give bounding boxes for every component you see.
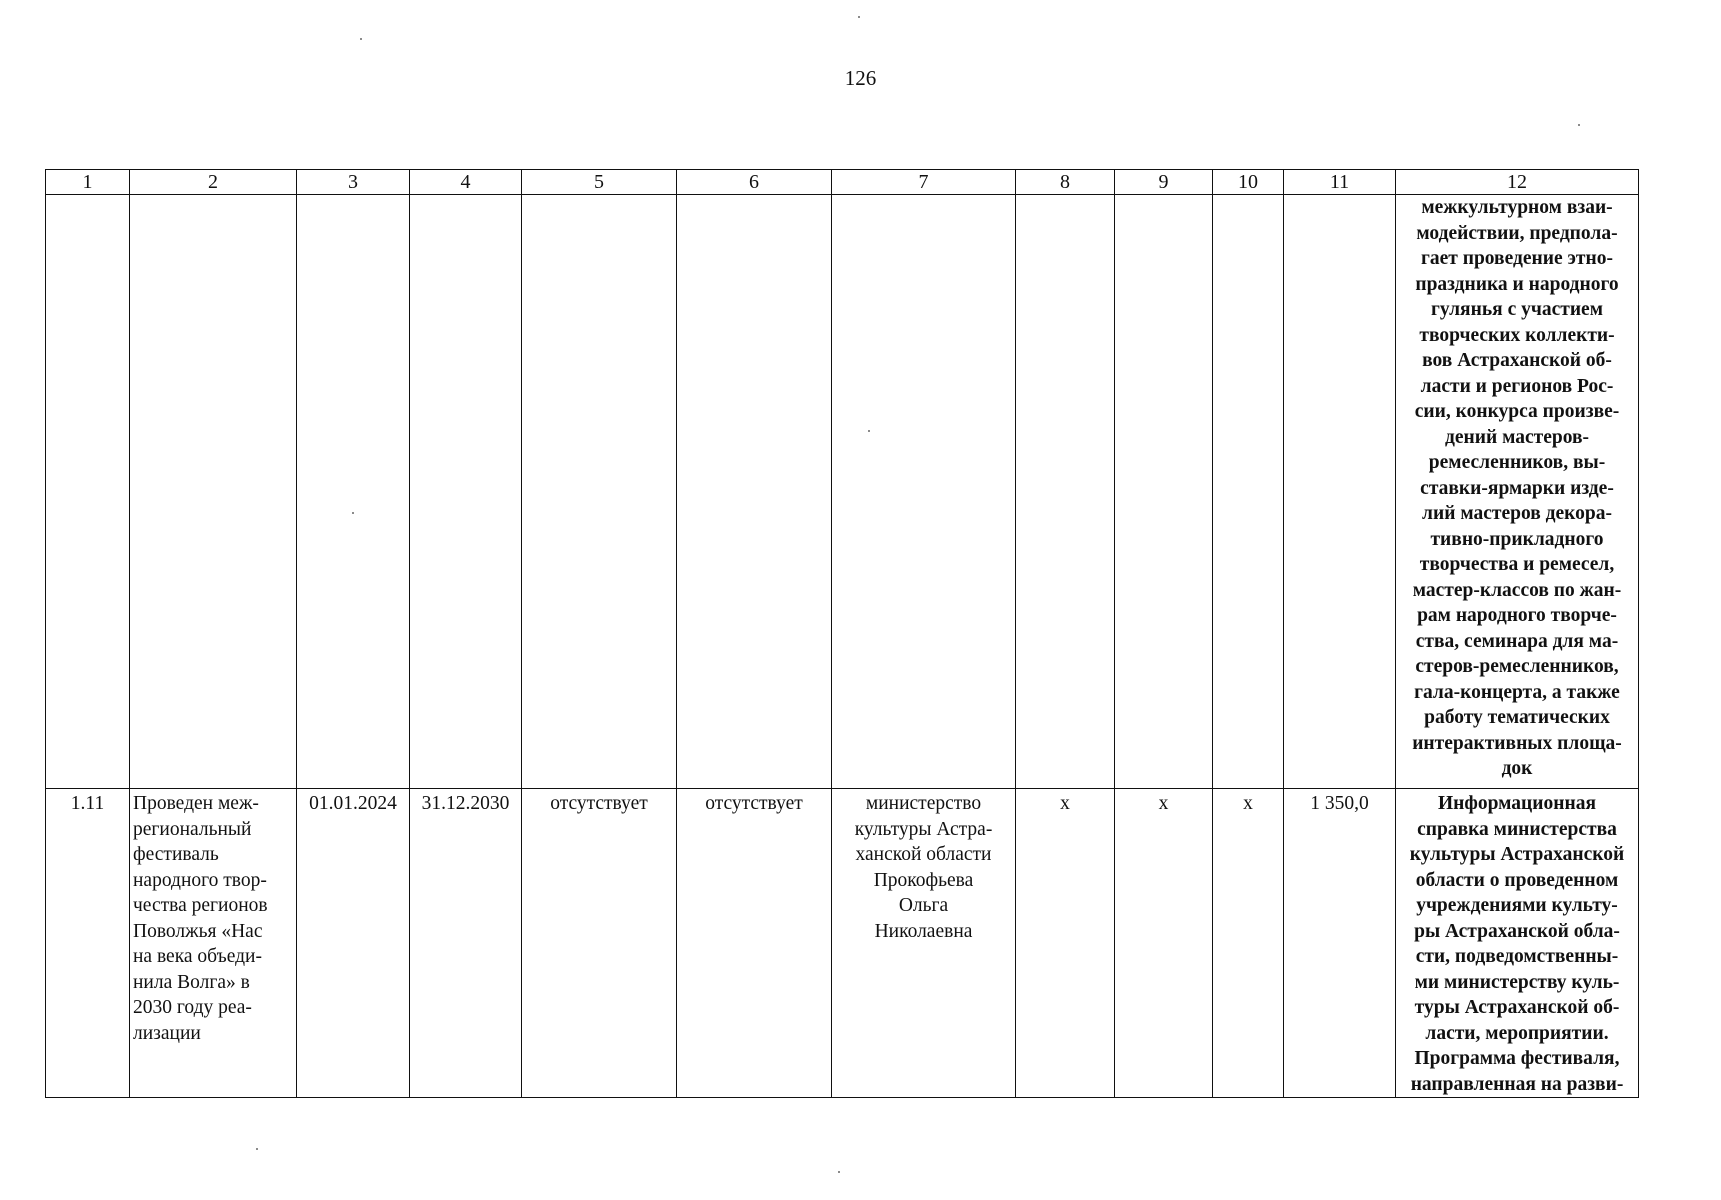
- text-line: народного твор-: [133, 869, 267, 891]
- table-cell: [410, 195, 522, 789]
- text-line: творчества и ремесел,: [1419, 554, 1615, 575]
- column-number: 12: [1396, 170, 1639, 195]
- row-number: 1.11: [46, 789, 130, 1098]
- text-line: ставки-ярмарки изде-: [1420, 477, 1614, 499]
- table-cell: [297, 195, 410, 789]
- text-line: лий мастеров декора-: [1422, 503, 1612, 524]
- text-line: на века объеди-: [133, 946, 262, 967]
- text-line: Ольга: [898, 895, 949, 916]
- text-line: мастер-классов по жан-: [1412, 579, 1622, 601]
- text-line: вов Астраханской об-: [1422, 350, 1612, 371]
- plan-table: [45, 169, 1639, 1098]
- scan-speck: [256, 1148, 258, 1150]
- text-line: гала-концерта, а также: [1414, 681, 1620, 703]
- column-number: 5: [522, 170, 677, 195]
- column-number: 2: [130, 170, 297, 195]
- text-line: справка министерства: [1417, 818, 1617, 840]
- text-line: Информационная: [1437, 793, 1597, 814]
- column-number: 9: [1115, 170, 1213, 195]
- text-line: ры Астраханской обла-: [1414, 920, 1620, 942]
- text-line: туры Астраханской об-: [1414, 997, 1620, 1018]
- column-6-value: отсутствует: [677, 789, 832, 1098]
- text-line: межкультурном взаи-: [1421, 197, 1613, 218]
- text-line: учреждениями культу-: [1416, 895, 1618, 916]
- text-line: интерактивных площа-: [1412, 732, 1622, 754]
- text-line: дений мастеров-: [1444, 426, 1590, 448]
- column-number: 10: [1213, 170, 1284, 195]
- text-line: док: [1501, 758, 1533, 779]
- scan-speck: [1578, 124, 1580, 126]
- text-line: гает проведение этно-: [1421, 248, 1613, 269]
- text-line: лизации: [133, 1022, 201, 1044]
- column-number: 3: [297, 170, 410, 195]
- text-line: Прокофьева: [873, 869, 974, 891]
- text-line: ласти и регионов Рос-: [1420, 375, 1614, 397]
- text-line: модействии, предпола-: [1416, 222, 1618, 244]
- column-number-row: [46, 170, 1639, 195]
- table-cell: [1284, 195, 1396, 789]
- table-cell: [677, 195, 832, 789]
- text-line: культуры Астраханской: [1409, 844, 1625, 865]
- text-line: Программа фестиваля,: [1414, 1048, 1620, 1069]
- column-number: 11: [1284, 170, 1396, 195]
- end-date: 31.12.2030: [410, 789, 522, 1098]
- text-line: фестиваль: [133, 844, 219, 865]
- text-line: нила Волга» в: [133, 971, 250, 993]
- text-line: сии, конкурса произве-: [1414, 401, 1620, 422]
- scan-speck: [858, 16, 860, 18]
- column-8-value: х: [1016, 789, 1115, 1098]
- table-cell: [1016, 195, 1115, 789]
- column-10-value: х: [1213, 789, 1284, 1098]
- table-cell: [1213, 195, 1284, 789]
- text-line: работу тематических: [1424, 707, 1610, 728]
- table-cell: [832, 195, 1016, 789]
- text-line: стеров-ремесленников,: [1415, 656, 1619, 677]
- column-number: 8: [1016, 170, 1115, 195]
- table-cell: [130, 195, 297, 789]
- text-line: рам народного творче-: [1417, 605, 1617, 626]
- column-number: 6: [677, 170, 832, 195]
- text-line: ласти, мероприятии.: [1425, 1022, 1609, 1044]
- text-line: направленная на разви-: [1410, 1073, 1624, 1095]
- result-description: [1396, 789, 1639, 1098]
- start-date: 01.01.2024: [297, 789, 410, 1098]
- text-line: Проведен меж-: [133, 793, 259, 814]
- responsible-executor: [832, 789, 1016, 1098]
- column-number: 4: [410, 170, 522, 195]
- text-line: чества регионов: [133, 895, 268, 916]
- text-line: ства, семинара для ма-: [1415, 630, 1619, 652]
- text-line: ремесленников, вы-: [1428, 452, 1606, 473]
- text-line: министерство: [865, 793, 982, 814]
- text-line: творческих коллекти-: [1419, 324, 1615, 346]
- text-line: культуры Астра-: [854, 818, 993, 840]
- scan-speck: [360, 38, 362, 40]
- table-row-1-11: [46, 789, 1639, 1098]
- text-line: тивно-прикладного: [1430, 528, 1604, 550]
- text-line: праздника и народного: [1415, 273, 1619, 295]
- text-line: ханской области: [855, 844, 992, 865]
- text-line: 2030 году реа-: [133, 997, 252, 1018]
- text-line: ми министерству куль-: [1414, 971, 1620, 993]
- column-number: 7: [832, 170, 1016, 195]
- column-9-value: х: [1115, 789, 1213, 1098]
- table-cell: [46, 195, 130, 789]
- text-line: области о проведенном: [1415, 869, 1619, 891]
- table-row-continuation: [46, 195, 1639, 789]
- scan-speck: [838, 1171, 840, 1173]
- event-title: [130, 789, 297, 1098]
- text-line: Николаевна: [874, 920, 973, 942]
- column-number: 1: [46, 170, 130, 195]
- page-number: 126: [844, 66, 877, 90]
- funding-amount: 1 350,0: [1284, 789, 1396, 1098]
- scan-speck: [868, 430, 870, 432]
- text-line: региональный: [133, 818, 252, 840]
- table-cell: [1115, 195, 1213, 789]
- scan-speck: [352, 512, 354, 514]
- text-line: гулянья с участием: [1430, 299, 1603, 320]
- column-5-value: отсутствует: [522, 789, 677, 1098]
- result-description-continued: [1396, 195, 1639, 789]
- text-line: сти, подведомственны-: [1415, 946, 1619, 967]
- table-cell: [522, 195, 677, 789]
- text-line: Поволжья «Нас: [133, 920, 263, 942]
